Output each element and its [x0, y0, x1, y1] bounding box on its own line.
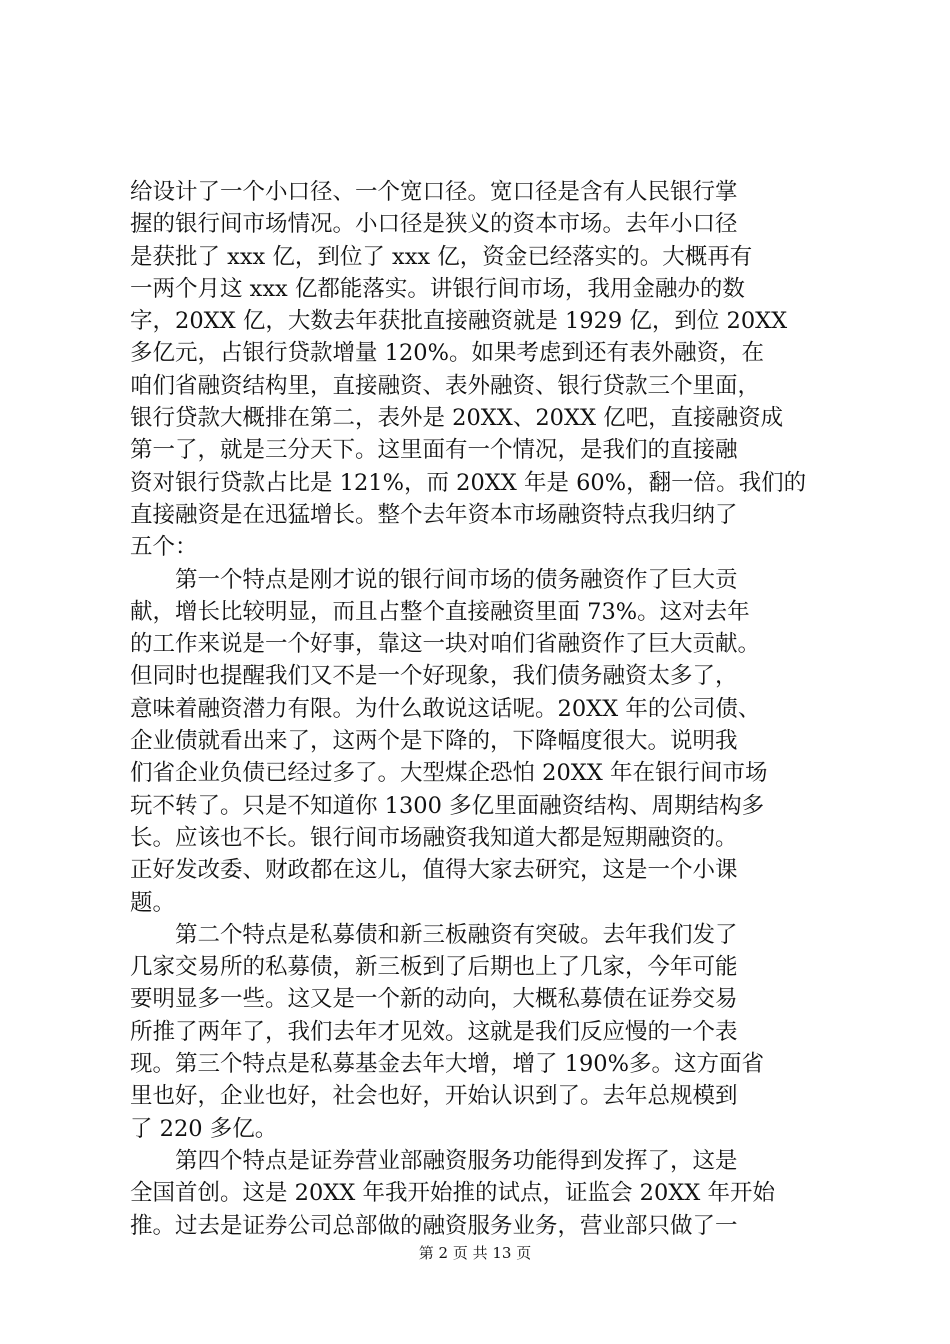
text-line: 第二个特点是私募债和新三板融资有突破。去年我们发了: [130, 921, 738, 948]
text-line: 几家交易所的私募债，新三板到了后期也上了几家，今年可能: [130, 954, 738, 981]
text-line: 握的银行间市场情况。小口径是狭义的资本市场。去年小口径: [130, 211, 738, 238]
text-line: 第四个特点是证券营业部融资服务功能得到发挥了，这是: [130, 1147, 738, 1174]
text-line: 五个：: [130, 534, 198, 561]
text-line: 推。过去是证券公司总部做的融资服务业务，营业部只做了一: [130, 1212, 738, 1239]
text-line: 但同时也提醒我们又不是一个好现象，我们债务融资太多了，: [130, 663, 738, 690]
text-line: 第一个特点是刚才说的银行间市场的债务融资作了巨大贡: [130, 566, 738, 593]
text-line: 一两个月这 xxx 亿都能落实。讲银行间市场，我用金融办的数: [130, 275, 745, 302]
text-line: 全国首创。这是 20XX 年我开始推的试点，证监会 20XX 年开始: [130, 1180, 775, 1207]
text-line: 字，20XX 亿，大数去年获批直接融资就是 1929 亿，到位 20XX: [130, 308, 788, 335]
text-line: 资对银行贷款占比是 121%，而 20XX 年是 60%，翻一倍。我们的: [130, 469, 807, 496]
text-line: 要明显多一些。这又是一个新的动向，大概私募债在证券交易: [130, 986, 738, 1013]
text-line: 们省企业负债已经过多了。大型煤企恐怕 20XX 年在银行间市场: [130, 760, 768, 787]
text-line: 多亿元，占银行贷款增量 120%。如果考虑到还有表外融资，在: [130, 340, 764, 367]
text-line: 献，增长比较明显，而且占整个直接融资里面 73%。这对去年: [130, 598, 750, 625]
page-footer: 第 2 页 共 13 页: [418, 1244, 532, 1262]
text-line: 是获批了 xxx 亿，到位了 xxx 亿，资金已经落实的。大概再有: [130, 243, 753, 270]
text-line: 题。: [130, 889, 176, 916]
text-line: 企业债就看出来了，这两个是下降的，下降幅度很大。说明我: [130, 728, 738, 755]
text-line: 正好发改委、财政都在这儿，值得大家去研究，这是一个小课: [130, 857, 738, 884]
text-line: 咱们省融资结构里，直接融资、表外融资、银行贷款三个里面，: [130, 372, 761, 399]
text-line: 银行贷款大概排在第二，表外是 20XX、20XX 亿吧，直接融资成: [130, 405, 784, 432]
text-line: 长。应该也不长。银行间市场融资我知道大都是短期融资的。: [130, 824, 738, 851]
text-line: 玩不转了。只是不知道你 1300 多亿里面融资结构、周期结构多: [130, 792, 765, 819]
text-line: 直接融资是在迅猛增长。整个去年资本市场融资特点我归纳了: [130, 501, 738, 528]
document-body: [130, 176, 830, 1242]
text-line: 的工作来说是一个好事，靠这一块对咱们省融资作了巨大贡献。: [130, 631, 761, 658]
text-line: 给设计了一个小口径、一个宽口径。宽口径是含有人民银行掌: [130, 179, 738, 205]
text-line: 现。第三个特点是私募基金去年大增，增了 190%多。这方面省: [130, 1051, 764, 1078]
text-line: 意味着融资潜力有限。为什么敢说这话呢。20XX 年的公司债、: [130, 695, 761, 722]
text-line: 第一了，就是三分天下。这里面有一个情况，是我们的直接融: [130, 437, 738, 464]
text-line: 了 220 多亿。: [130, 1115, 278, 1142]
text-line: 里也好，企业也好，社会也好，开始认识到了。去年总规模到: [130, 1083, 738, 1110]
text-line: 所推了两年了，我们去年才见效。这就是我们反应慢的一个表: [130, 1018, 738, 1045]
